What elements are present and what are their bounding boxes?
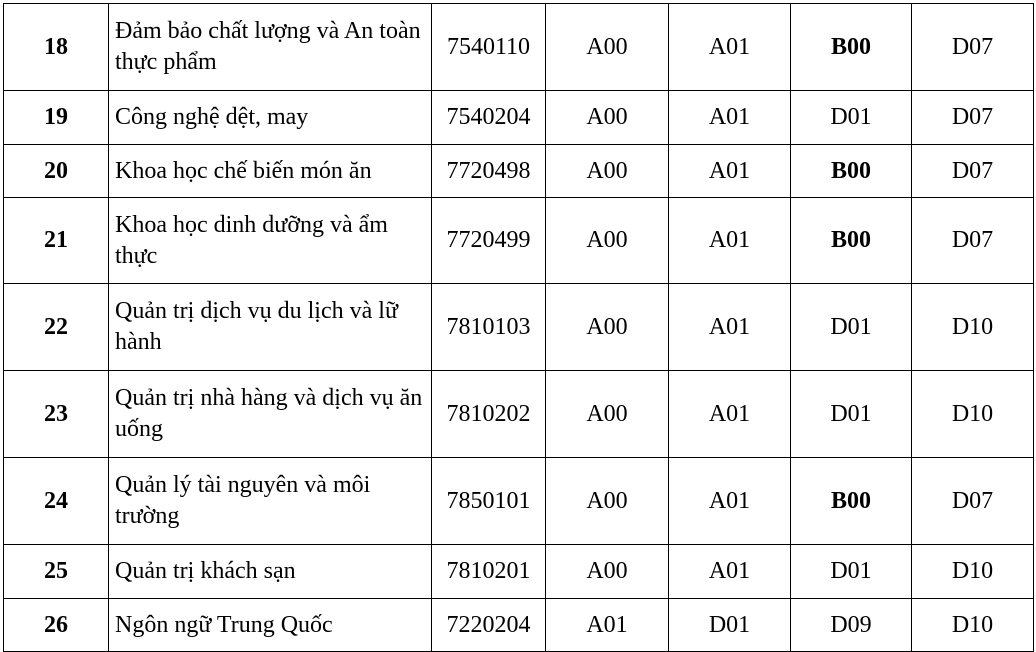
subject-combo-3: B00 [791, 4, 912, 91]
subject-combo-1: A00 [546, 145, 669, 198]
table-row [4, 284, 1034, 371]
major-code: 7850101 [432, 458, 546, 545]
row-number: 22 [4, 284, 109, 371]
subject-combo-1: A00 [546, 4, 669, 91]
row-number: 26 [4, 599, 109, 652]
row-number: 19 [4, 91, 109, 145]
subject-combo-4: D10 [912, 371, 1034, 458]
major-code: 7810201 [432, 545, 546, 599]
subject-combo-4: D07 [912, 145, 1034, 198]
major-code: 7220204 [432, 599, 546, 652]
table-row [4, 91, 1034, 145]
major-code: 7540204 [432, 91, 546, 145]
subject-combo-4: D07 [912, 4, 1034, 91]
major-name: Quản trị dịch vụ du lịch và lữ hành [109, 284, 432, 371]
subject-combo-4: D07 [912, 458, 1034, 545]
subject-combo-2: A01 [669, 145, 791, 198]
subject-combo-2: A01 [669, 4, 791, 91]
subject-combo-3: D09 [791, 599, 912, 652]
subject-combo-3: B00 [791, 145, 912, 198]
subject-combo-1: A00 [546, 284, 669, 371]
subject-combo-2: A01 [669, 545, 791, 599]
row-number: 25 [4, 545, 109, 599]
subject-combo-2: A01 [669, 91, 791, 145]
subject-combo-3: D01 [791, 91, 912, 145]
row-number: 18 [4, 4, 109, 91]
subject-combo-3: B00 [791, 198, 912, 284]
major-name: Ngôn ngữ Trung Quốc [109, 599, 432, 652]
subject-combo-1: A00 [546, 198, 669, 284]
subject-combo-4: D10 [912, 599, 1034, 652]
major-name: Khoa học dinh dưỡng và ẩm thực [109, 198, 432, 284]
major-code: 7720498 [432, 145, 546, 198]
major-name: Khoa học chế biến món ăn [109, 145, 432, 198]
subject-combo-3: D01 [791, 284, 912, 371]
row-number: 20 [4, 145, 109, 198]
subject-combo-1: A00 [546, 458, 669, 545]
subject-combo-4: D07 [912, 198, 1034, 284]
subject-combo-2: A01 [669, 371, 791, 458]
row-number: 21 [4, 198, 109, 284]
major-name: Quản trị khách sạn [109, 545, 432, 599]
row-number: 24 [4, 458, 109, 545]
subject-combo-4: D10 [912, 284, 1034, 371]
major-name: Quản trị nhà hàng và dịch vụ ăn uống [109, 371, 432, 458]
subject-combo-1: A00 [546, 545, 669, 599]
subject-combo-3: D01 [791, 545, 912, 599]
row-number: 23 [4, 371, 109, 458]
table-row [4, 4, 1034, 91]
subject-combo-1: A00 [546, 91, 669, 145]
subject-combo-2: A01 [669, 198, 791, 284]
table-row [4, 458, 1034, 545]
subject-combo-2: D01 [669, 599, 791, 652]
table-row [4, 145, 1034, 198]
table-row [4, 198, 1034, 284]
table-row [4, 371, 1034, 458]
major-code: 7540110 [432, 4, 546, 91]
major-code: 7810202 [432, 371, 546, 458]
subject-combo-1: A01 [546, 599, 669, 652]
major-code: 7720499 [432, 198, 546, 284]
subject-combo-4: D07 [912, 91, 1034, 145]
subject-combo-2: A01 [669, 458, 791, 545]
subject-combo-3: D01 [791, 371, 912, 458]
table-row [4, 545, 1034, 599]
subject-combo-3: B00 [791, 458, 912, 545]
table-row [4, 599, 1034, 652]
major-code: 7810103 [432, 284, 546, 371]
major-name: Đảm bảo chất lượng và An toàn thực phẩm [109, 4, 432, 91]
majors-table [3, 3, 1034, 652]
subject-combo-4: D10 [912, 545, 1034, 599]
major-name: Quản lý tài nguyên và môi trường [109, 458, 432, 545]
subject-combo-2: A01 [669, 284, 791, 371]
major-name: Công nghệ dệt, may [109, 91, 432, 145]
subject-combo-1: A00 [546, 371, 669, 458]
